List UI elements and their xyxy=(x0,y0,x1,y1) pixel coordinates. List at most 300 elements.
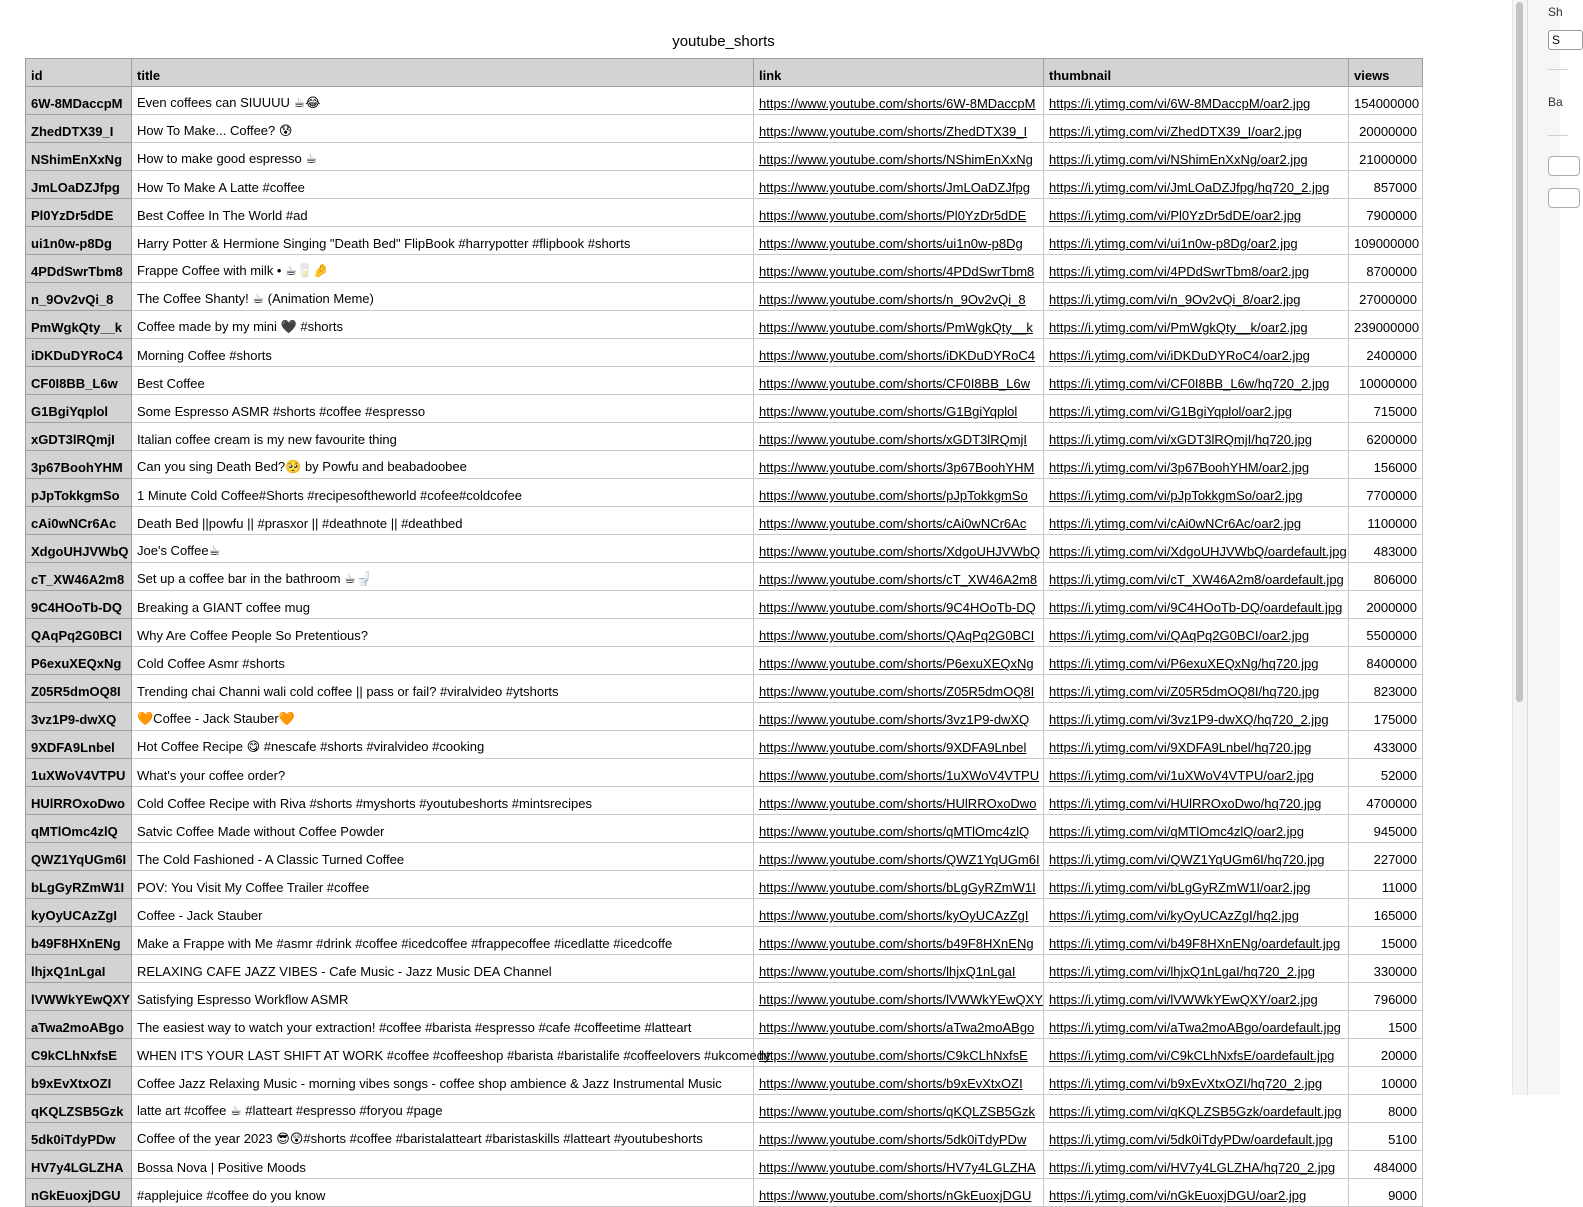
side-panel-select[interactable]: S xyxy=(1548,30,1583,50)
cell-link xyxy=(754,731,1044,759)
table-row xyxy=(26,591,1423,619)
table-row xyxy=(26,1067,1423,1095)
column-header-thumbnail[interactable]: thumbnail xyxy=(1044,59,1349,87)
video-link[interactable]: https://www.youtube.com/shorts/JmLOaDZJfpg xyxy=(759,180,1030,195)
thumbnail-link[interactable]: https://i.ytimg.com/vi/HV7y4LGLZHA/hq720_2.jpg xyxy=(1049,1160,1336,1175)
cell-id: n_9Ov2vQi_8 xyxy=(26,283,132,311)
video-link[interactable]: https://www.youtube.com/shorts/CF0I8BB_L6w xyxy=(759,376,1030,391)
cell-title: Why Are Coffee People So Pretentious? xyxy=(132,619,754,647)
cell-link xyxy=(754,759,1044,787)
cell-title: WHEN IT'S YOUR LAST SHIFT AT WORK #coffee #coffeeshop #barista #baristalife #coffeelovers #ukcomedy xyxy=(132,1039,754,1067)
side-panel xyxy=(1527,0,1563,1095)
cell-title: Some Espresso ASMR #shorts #coffee #espresso xyxy=(132,395,754,423)
thumbnail-link[interactable]: https://i.ytimg.com/vi/4PDdSwrTbm8/oar2.jpg xyxy=(1049,264,1310,279)
cell-id: cAi0wNCr6Ac xyxy=(26,507,132,535)
cell-link xyxy=(754,815,1044,843)
cell-thumbnail xyxy=(1044,395,1349,423)
video-link[interactable]: https://www.youtube.com/shorts/G1BgiYqplol xyxy=(759,404,1018,419)
cell-thumbnail xyxy=(1044,423,1349,451)
cell-thumbnail xyxy=(1044,759,1349,787)
video-link[interactable]: https://www.youtube.com/shorts/qKQLZSB5Gzk xyxy=(759,1104,1036,1119)
cell-views: 7900000 xyxy=(1349,199,1423,227)
video-link[interactable]: https://www.youtube.com/shorts/Pl0YzDr5dDE xyxy=(759,208,1027,223)
table-row xyxy=(26,507,1423,535)
cell-link xyxy=(754,619,1044,647)
cell-id: 4PDdSwrTbm8 xyxy=(26,255,132,283)
table-row xyxy=(26,227,1423,255)
cell-thumbnail xyxy=(1044,731,1349,759)
cell-views: 5100 xyxy=(1349,1123,1423,1151)
cell-id: qKQLZSB5Gzk xyxy=(26,1095,132,1123)
side-panel-label: Sh xyxy=(1548,5,1563,19)
video-link[interactable]: https://www.youtube.com/shorts/5dk0iTdyPDw xyxy=(759,1132,1027,1147)
side-panel-button[interactable] xyxy=(1548,188,1580,208)
cell-title: The Coffee Shanty! ☕ (Animation Meme) xyxy=(132,283,754,311)
cell-link xyxy=(754,339,1044,367)
cell-views: 27000000 xyxy=(1349,283,1423,311)
cell-id: bLgGyRZmW1I xyxy=(26,871,132,899)
cell-thumbnail xyxy=(1044,703,1349,731)
thumbnail-link[interactable]: https://i.ytimg.com/vi/aTwa2moABgo/oardefault.jpg xyxy=(1049,1020,1341,1035)
cell-id: HV7y4LGLZHA xyxy=(26,1151,132,1179)
thumbnail-link[interactable]: https://i.ytimg.com/vi/kyOyUCAzZgI/hq2.jpg xyxy=(1049,908,1299,923)
table-row xyxy=(26,619,1423,647)
table-row xyxy=(26,955,1423,983)
thumbnail-link[interactable]: https://i.ytimg.com/vi/n_9Ov2vQi_8/oar2.jpg xyxy=(1049,292,1301,307)
video-link[interactable]: https://www.youtube.com/shorts/ZhedDTX39_I xyxy=(759,124,1028,139)
cell-link xyxy=(754,171,1044,199)
table-row xyxy=(26,395,1423,423)
cell-link xyxy=(754,647,1044,675)
cell-thumbnail xyxy=(1044,1179,1349,1207)
video-link[interactable]: https://www.youtube.com/shorts/lVWWkYEwQXY xyxy=(759,992,1043,1007)
cell-link xyxy=(754,143,1044,171)
cell-id: b9xEvXtxOZI xyxy=(26,1067,132,1095)
thumbnail-link[interactable]: https://i.ytimg.com/vi/3p67BoohYHM/oar2.jpg xyxy=(1049,460,1310,475)
cell-id: iDKDuDYRoC4 xyxy=(26,339,132,367)
cell-title: RELAXING CAFE JAZZ VIBES - Cafe Music - Jazz Music DEA Channel xyxy=(132,955,754,983)
video-link[interactable]: https://www.youtube.com/shorts/NShimEnXxNg xyxy=(759,152,1033,167)
cell-views: 156000 xyxy=(1349,451,1423,479)
thumbnail-link[interactable]: https://i.ytimg.com/vi/QWZ1YqUGm6I/hq720.jpg xyxy=(1049,852,1325,867)
cell-thumbnail xyxy=(1044,675,1349,703)
video-link[interactable]: https://www.youtube.com/shorts/HV7y4LGLZHA xyxy=(759,1160,1036,1175)
thumbnail-link[interactable]: https://i.ytimg.com/vi/nGkEuoxjDGU/oar2.jpg xyxy=(1049,1188,1307,1203)
cell-title: Breaking a GIANT coffee mug xyxy=(132,591,754,619)
cell-thumbnail xyxy=(1044,815,1349,843)
cell-views: 1100000 xyxy=(1349,507,1423,535)
table-row xyxy=(26,1151,1423,1179)
cell-views: 239000000 xyxy=(1349,311,1423,339)
table-row xyxy=(26,283,1423,311)
cell-link xyxy=(754,535,1044,563)
cell-views: 20000000 xyxy=(1349,115,1423,143)
cell-title: Italian coffee cream is my new favourite thing xyxy=(132,423,754,451)
cell-link xyxy=(754,843,1044,871)
table-row xyxy=(26,1123,1423,1151)
cell-views: 52000 xyxy=(1349,759,1423,787)
cell-id: nGkEuoxjDGU xyxy=(26,1179,132,1207)
cell-thumbnail xyxy=(1044,311,1349,339)
video-link[interactable]: https://www.youtube.com/shorts/QWZ1YqUGm6I xyxy=(759,852,1040,867)
thumbnail-link[interactable]: https://i.ytimg.com/vi/9C4HOoTb-DQ/oardefault.jpg xyxy=(1049,600,1343,615)
cell-title: Even coffees can SIUUUU ☕😂 xyxy=(132,87,754,115)
cell-title: Can you sing Death Bed?🥺 by Powfu and beabadoobee xyxy=(132,451,754,479)
thumbnail-link[interactable]: https://i.ytimg.com/vi/cT_XW46A2m8/oardefault.jpg xyxy=(1049,572,1344,587)
cell-views: 5500000 xyxy=(1349,619,1423,647)
table-row xyxy=(26,899,1423,927)
cell-link xyxy=(754,1151,1044,1179)
cell-id: 9C4HOoTb-DQ xyxy=(26,591,132,619)
column-header-views[interactable]: views xyxy=(1349,59,1423,87)
thumbnail-link[interactable]: https://i.ytimg.com/vi/qMTlOmc4zlQ/oar2.jpg xyxy=(1049,824,1305,839)
vertical-scrollbar[interactable] xyxy=(1512,0,1527,1095)
cell-thumbnail xyxy=(1044,507,1349,535)
video-link[interactable]: https://www.youtube.com/shorts/n_9Ov2vQi_8 xyxy=(759,292,1026,307)
cell-views: 7700000 xyxy=(1349,479,1423,507)
cell-views: 806000 xyxy=(1349,563,1423,591)
thumbnail-link[interactable]: https://i.ytimg.com/vi/Z05R5dmOQ8I/hq720.jpg xyxy=(1049,684,1320,699)
cell-thumbnail xyxy=(1044,899,1349,927)
table-row xyxy=(26,871,1423,899)
cell-thumbnail xyxy=(1044,1039,1349,1067)
cell-link xyxy=(754,1067,1044,1095)
cell-link xyxy=(754,1039,1044,1067)
thumbnail-link[interactable]: https://i.ytimg.com/vi/PmWgkQty__k/oar2.jpg xyxy=(1049,320,1308,335)
cell-link xyxy=(754,983,1044,1011)
cell-title: Make a Frappe with Me #asmr #drink #coffee #icedcoffee #frappecoffee #icedlatte #icedcoffe xyxy=(132,927,754,955)
cell-views: 227000 xyxy=(1349,843,1423,871)
cell-link xyxy=(754,591,1044,619)
video-link[interactable]: https://www.youtube.com/shorts/b9xEvXtxOZI xyxy=(759,1076,1023,1091)
cell-id: QAqPq2G0BCI xyxy=(26,619,132,647)
cell-title: How to make good espresso ☕ xyxy=(132,143,754,171)
table-row xyxy=(26,647,1423,675)
side-panel-button[interactable] xyxy=(1548,156,1580,176)
cell-link xyxy=(754,255,1044,283)
cell-thumbnail xyxy=(1044,927,1349,955)
cell-title: Best Coffee xyxy=(132,367,754,395)
thumbnail-link[interactable]: https://i.ytimg.com/vi/qKQLZSB5Gzk/oardefault.jpg xyxy=(1049,1104,1342,1119)
cell-views: 2000000 xyxy=(1349,591,1423,619)
cell-title: The Cold Fashioned - A Classic Turned Coffee xyxy=(132,843,754,871)
cell-views: 8000 xyxy=(1349,1095,1423,1123)
video-link[interactable]: https://www.youtube.com/shorts/4PDdSwrTbm8 xyxy=(759,264,1035,279)
cell-thumbnail xyxy=(1044,451,1349,479)
cell-views: 8700000 xyxy=(1349,255,1423,283)
cell-id: cT_XW46A2m8 xyxy=(26,563,132,591)
cell-title: Hot Coffee Recipe 😋 #nescafe #shorts #viralvideo #cooking xyxy=(132,731,754,759)
thumbnail-link[interactable]: https://i.ytimg.com/vi/ui1n0w-p8Dg/oar2.jpg xyxy=(1049,236,1298,251)
cell-title: Best Coffee In The World #ad xyxy=(132,199,754,227)
cell-id: 9XDFA9Lnbel xyxy=(26,731,132,759)
cell-link xyxy=(754,871,1044,899)
table-row xyxy=(26,87,1423,115)
cell-thumbnail xyxy=(1044,955,1349,983)
table-row xyxy=(26,423,1423,451)
cell-views: 20000 xyxy=(1349,1039,1423,1067)
cell-title: Harry Potter & Hermione Singing "Death Bed" FlipBook #harrypotter #flipbook #shorts xyxy=(132,227,754,255)
thumbnail-link[interactable]: https://i.ytimg.com/vi/9XDFA9Lnbel/hq720.jpg xyxy=(1049,740,1312,755)
cell-views: 9000 xyxy=(1349,1179,1423,1207)
cell-thumbnail xyxy=(1044,479,1349,507)
video-link[interactable]: https://www.youtube.com/shorts/P6exuXEQxNg xyxy=(759,656,1034,671)
thumbnail-link[interactable]: https://i.ytimg.com/vi/P6exuXEQxNg/hq720.jpg xyxy=(1049,656,1319,671)
cell-views: 330000 xyxy=(1349,955,1423,983)
video-link[interactable]: https://www.youtube.com/shorts/Z05R5dmOQ8I xyxy=(759,684,1035,699)
video-link[interactable]: https://www.youtube.com/shorts/PmWgkQty__k xyxy=(759,320,1033,335)
cell-id: XdgoUHJVWbQ xyxy=(26,535,132,563)
thumbnail-link[interactable]: https://i.ytimg.com/vi/JmLOaDZJfpg/hq720_2.jpg xyxy=(1049,180,1330,195)
thumbnail-link[interactable]: https://i.ytimg.com/vi/bLgGyRZmW1I/oar2.jpg xyxy=(1049,880,1311,895)
video-link[interactable]: https://www.youtube.com/shorts/xGDT3lRQmjI xyxy=(759,432,1028,447)
table-row xyxy=(26,451,1423,479)
table-row xyxy=(26,759,1423,787)
table-row xyxy=(26,731,1423,759)
side-panel-divider xyxy=(1548,69,1568,70)
cell-views: 945000 xyxy=(1349,815,1423,843)
cell-views: 165000 xyxy=(1349,899,1423,927)
table-row xyxy=(26,339,1423,367)
cell-link xyxy=(754,927,1044,955)
video-link[interactable]: https://www.youtube.com/shorts/qMTlOmc4zlQ xyxy=(759,824,1030,839)
cell-id: HUlRROxoDwo xyxy=(26,787,132,815)
cell-views: 8400000 xyxy=(1349,647,1423,675)
table-body xyxy=(26,87,1423,1207)
thumbnail-link[interactable]: https://i.ytimg.com/vi/5dk0iTdyPDw/oardefault.jpg xyxy=(1049,1132,1333,1147)
cell-id: NShimEnXxNg xyxy=(26,143,132,171)
cell-id: Z05R5dmOQ8I xyxy=(26,675,132,703)
video-link[interactable]: https://www.youtube.com/shorts/iDKDuDYRoC4 xyxy=(759,348,1035,363)
header-row xyxy=(26,59,1423,87)
cell-id: 1uXWoV4VTPU xyxy=(26,759,132,787)
thumbnail-link[interactable]: https://i.ytimg.com/vi/lVWWkYEwQXY/oar2.jpg xyxy=(1049,992,1318,1007)
cell-id: C9kCLhNxfsE xyxy=(26,1039,132,1067)
cell-link xyxy=(754,451,1044,479)
table-row xyxy=(26,199,1423,227)
cell-thumbnail xyxy=(1044,87,1349,115)
cell-link xyxy=(754,507,1044,535)
thumbnail-link[interactable]: https://i.ytimg.com/vi/pJpTokkgmSo/oar2.jpg xyxy=(1049,488,1303,503)
video-link[interactable]: https://www.youtube.com/shorts/QAqPq2G0BCI xyxy=(759,628,1035,643)
cell-link xyxy=(754,115,1044,143)
cell-views: 21000000 xyxy=(1349,143,1423,171)
thumbnail-link[interactable]: https://i.ytimg.com/vi/NShimEnXxNg/oar2.jpg xyxy=(1049,152,1308,167)
cell-id: lVWWkYEwQXY xyxy=(26,983,132,1011)
cell-id: ui1n0w-p8Dg xyxy=(26,227,132,255)
cell-link xyxy=(754,787,1044,815)
video-link[interactable]: https://www.youtube.com/shorts/lhjxQ1nLgaI xyxy=(759,964,1016,979)
cell-thumbnail xyxy=(1044,255,1349,283)
cell-views: 483000 xyxy=(1349,535,1423,563)
cell-thumbnail xyxy=(1044,367,1349,395)
cell-id: pJpTokkgmSo xyxy=(26,479,132,507)
video-link[interactable]: https://www.youtube.com/shorts/cT_XW46A2m8 xyxy=(759,572,1038,587)
cell-thumbnail xyxy=(1044,1095,1349,1123)
side-panel-divider xyxy=(1548,135,1568,136)
thumbnail-link[interactable]: https://i.ytimg.com/vi/iDKDuDYRoC4/oar2.jpg xyxy=(1049,348,1310,363)
thumbnail-link[interactable]: https://i.ytimg.com/vi/Pl0YzDr5dDE/oar2.jpg xyxy=(1049,208,1302,223)
table-row xyxy=(26,255,1423,283)
table-row xyxy=(26,703,1423,731)
video-link[interactable]: https://www.youtube.com/shorts/cAi0wNCr6Ac xyxy=(759,516,1027,531)
thumbnail-link[interactable]: https://i.ytimg.com/vi/HUlRROxoDwo/hq720.jpg xyxy=(1049,796,1322,811)
cell-id: PmWgkQty__k xyxy=(26,311,132,339)
thumbnail-link[interactable]: https://i.ytimg.com/vi/C9kCLhNxfsE/oardefault.jpg xyxy=(1049,1048,1335,1063)
cell-title: 1 Minute Cold Coffee#Shorts #recipesoftheworld #cofee#coldcofee xyxy=(132,479,754,507)
cell-link xyxy=(754,311,1044,339)
thumbnail-link[interactable]: https://i.ytimg.com/vi/CF0I8BB_L6w/hq720_2.jpg xyxy=(1049,376,1330,391)
thumbnail-link[interactable]: https://i.ytimg.com/vi/XdgoUHJVWbQ/oardefault.jpg xyxy=(1049,544,1347,559)
thumbnail-link[interactable]: https://i.ytimg.com/vi/xGDT3lRQmjI/hq720.jpg xyxy=(1049,432,1312,447)
video-link[interactable]: https://www.youtube.com/shorts/3vz1P9-dwXQ xyxy=(759,712,1030,727)
cell-thumbnail xyxy=(1044,843,1349,871)
cell-title: Satisfying Espresso Workflow ASMR xyxy=(132,983,754,1011)
cell-views: 109000000 xyxy=(1349,227,1423,255)
column-header-id[interactable]: id xyxy=(26,59,132,87)
cell-thumbnail xyxy=(1044,1151,1349,1179)
cell-title: How To Make... Coffee? 😰 xyxy=(132,115,754,143)
cell-link xyxy=(754,563,1044,591)
cell-views: 484000 xyxy=(1349,1151,1423,1179)
cell-link xyxy=(754,899,1044,927)
cell-title: Cold Coffee Recipe with Riva #shorts #myshorts #youtubeshorts #mintsrecipes xyxy=(132,787,754,815)
video-link[interactable]: https://www.youtube.com/shorts/6W-8MDaccpM xyxy=(759,96,1036,111)
cell-link xyxy=(754,955,1044,983)
cell-id: Pl0YzDr5dDE xyxy=(26,199,132,227)
cell-title: Frappe Coffee with milk • ☕🥛🤌 xyxy=(132,255,754,283)
cell-id: 6W-8MDaccpM xyxy=(26,87,132,115)
data-table xyxy=(25,58,1423,1207)
video-link[interactable]: https://www.youtube.com/shorts/3p67BoohYHM xyxy=(759,460,1035,475)
cell-views: 154000000 xyxy=(1349,87,1423,115)
cell-thumbnail xyxy=(1044,339,1349,367)
cell-id: lhjxQ1nLgaI xyxy=(26,955,132,983)
cell-thumbnail xyxy=(1044,283,1349,311)
thumbnail-link[interactable]: https://i.ytimg.com/vi/G1BgiYqplol/oar2.jpg xyxy=(1049,404,1293,419)
cell-title: Morning Coffee #shorts xyxy=(132,339,754,367)
cell-id: ZhedDTX39_I xyxy=(26,115,132,143)
cell-views: 1500 xyxy=(1349,1011,1423,1039)
cell-id: 3p67BoohYHM xyxy=(26,451,132,479)
thumbnail-link[interactable]: https://i.ytimg.com/vi/cAi0wNCr6Ac/oar2.jpg xyxy=(1049,516,1302,531)
cell-thumbnail xyxy=(1044,1123,1349,1151)
cell-link xyxy=(754,479,1044,507)
cell-title: Coffee - Jack Stauber xyxy=(132,899,754,927)
video-link[interactable]: https://www.youtube.com/shorts/kyOyUCAzZgI xyxy=(759,908,1029,923)
cell-title: Coffee made by my mini 🖤 #shorts xyxy=(132,311,754,339)
video-link[interactable]: https://www.youtube.com/shorts/C9kCLhNxfsE xyxy=(759,1048,1028,1063)
cell-id: G1BgiYqplol xyxy=(26,395,132,423)
cell-views: 10000000 xyxy=(1349,367,1423,395)
cell-title: Joe's Coffee☕ xyxy=(132,535,754,563)
thumbnail-link[interactable]: https://i.ytimg.com/vi/b9xEvXtxOZI/hq720_2.jpg xyxy=(1049,1076,1323,1091)
cell-link xyxy=(754,283,1044,311)
cell-thumbnail xyxy=(1044,591,1349,619)
video-link[interactable]: https://www.youtube.com/shorts/9XDFA9Lnbel xyxy=(759,740,1027,755)
cell-link xyxy=(754,1011,1044,1039)
cell-title: Coffee of the year 2023 😎😲#shorts #coffee #baristalatteart #baristaskills #latteart #youtubeshorts xyxy=(132,1123,754,1151)
cell-link xyxy=(754,227,1044,255)
cell-link xyxy=(754,87,1044,115)
table-row xyxy=(26,1095,1423,1123)
cell-thumbnail xyxy=(1044,199,1349,227)
cell-title: 🧡Coffee - Jack Stauber🧡 xyxy=(132,703,754,731)
table-row xyxy=(26,787,1423,815)
cell-id: 5dk0iTdyPDw xyxy=(26,1123,132,1151)
cell-id: xGDT3lRQmjI xyxy=(26,423,132,451)
video-link[interactable]: https://www.youtube.com/shorts/bLgGyRZmW1I xyxy=(759,880,1036,895)
table-row xyxy=(26,563,1423,591)
table-row xyxy=(26,815,1423,843)
table-row xyxy=(26,1179,1423,1207)
cell-id: qMTlOmc4zlQ xyxy=(26,815,132,843)
cell-link xyxy=(754,703,1044,731)
video-link[interactable]: https://www.youtube.com/shorts/9C4HOoTb-DQ xyxy=(759,600,1036,615)
cell-link xyxy=(754,199,1044,227)
video-link[interactable]: https://www.youtube.com/shorts/aTwa2moABgo xyxy=(759,1020,1035,1035)
cell-views: 11000 xyxy=(1349,871,1423,899)
thumbnail-link[interactable]: https://i.ytimg.com/vi/1uXWoV4VTPU/oar2.jpg xyxy=(1049,768,1314,783)
cell-link xyxy=(754,367,1044,395)
thumbnail-link[interactable]: https://i.ytimg.com/vi/3vz1P9-dwXQ/hq720_2.jpg xyxy=(1049,712,1329,727)
thumbnail-link[interactable]: https://i.ytimg.com/vi/ZhedDTX39_I/oar2.jpg xyxy=(1049,124,1302,139)
cell-title: How To Make A Latte #coffee xyxy=(132,171,754,199)
cell-views: 433000 xyxy=(1349,731,1423,759)
cell-views: 10000 xyxy=(1349,1067,1423,1095)
cell-id: aTwa2moABgo xyxy=(26,1011,132,1039)
cell-id: QWZ1YqUGm6I xyxy=(26,843,132,871)
cell-id: CF0I8BB_L6w xyxy=(26,367,132,395)
cell-title: The easiest way to watch your extraction! #coffee #barista #espresso #cafe #coffeetime #latteart xyxy=(132,1011,754,1039)
thumbnail-link[interactable]: https://i.ytimg.com/vi/lhjxQ1nLgaI/hq720_2.jpg xyxy=(1049,964,1315,979)
cell-title: Death Bed ||powfu || #prasxor || #deathnote || #deathbed xyxy=(132,507,754,535)
cell-title: Trending chai Channi wali cold coffee || pass or fail? #viralvideo #ytshorts xyxy=(132,675,754,703)
table-row xyxy=(26,143,1423,171)
video-link[interactable]: https://www.youtube.com/shorts/b49F8HXnENg xyxy=(759,936,1034,951)
column-header-link[interactable]: link xyxy=(754,59,1044,87)
cell-thumbnail xyxy=(1044,563,1349,591)
cell-thumbnail xyxy=(1044,143,1349,171)
video-link[interactable]: https://www.youtube.com/shorts/nGkEuoxjDGU xyxy=(759,1188,1032,1203)
video-link[interactable]: https://www.youtube.com/shorts/HUlRROxoDwo xyxy=(759,796,1037,811)
cell-id: 3vz1P9-dwXQ xyxy=(26,703,132,731)
video-link[interactable]: https://www.youtube.com/shorts/ui1n0w-p8Dg xyxy=(759,236,1023,251)
cell-views: 857000 xyxy=(1349,171,1423,199)
cell-link xyxy=(754,1095,1044,1123)
thumbnail-link[interactable]: https://i.ytimg.com/vi/6W-8MDaccpM/oar2.jpg xyxy=(1049,96,1311,111)
video-link[interactable]: https://www.youtube.com/shorts/XdgoUHJVWbQ xyxy=(759,544,1041,559)
table-row xyxy=(26,1011,1423,1039)
table-caption: youtube_shorts xyxy=(672,33,775,50)
cell-link xyxy=(754,423,1044,451)
cell-thumbnail xyxy=(1044,171,1349,199)
cell-title: Set up a coffee bar in the bathroom ☕🚽 xyxy=(132,563,754,591)
column-header-title[interactable]: title xyxy=(132,59,754,87)
cell-title: POV: You Visit My Coffee Trailer #coffee xyxy=(132,871,754,899)
table-row xyxy=(26,927,1423,955)
cell-title: latte art #coffee ☕ #latteart #espresso #foryou #page xyxy=(132,1095,754,1123)
thumbnail-link[interactable]: https://i.ytimg.com/vi/b49F8HXnENg/oardefault.jpg xyxy=(1049,936,1341,951)
table-row xyxy=(26,535,1423,563)
scrollbar-thumb[interactable] xyxy=(1516,2,1523,702)
video-link[interactable]: https://www.youtube.com/shorts/1uXWoV4VTPU xyxy=(759,768,1040,783)
cell-title: What's your coffee order? xyxy=(132,759,754,787)
video-link[interactable]: https://www.youtube.com/shorts/pJpTokkgmSo xyxy=(759,488,1028,503)
thumbnail-link[interactable]: https://i.ytimg.com/vi/QAqPq2G0BCI/oar2.jpg xyxy=(1049,628,1310,643)
cell-id: b49F8HXnENg xyxy=(26,927,132,955)
cell-thumbnail xyxy=(1044,619,1349,647)
